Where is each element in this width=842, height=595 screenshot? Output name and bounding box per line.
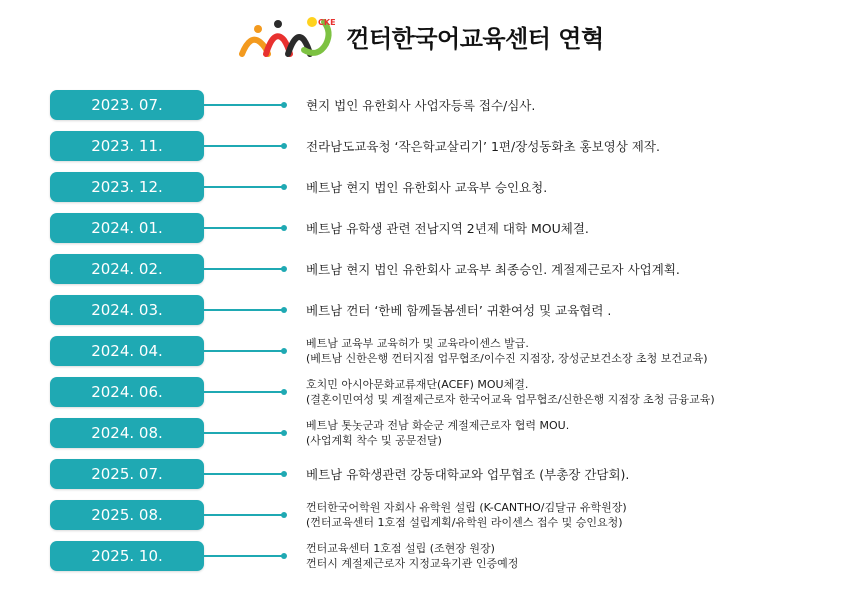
timeline-date-badge: 2025. 10. [50,541,204,571]
timeline-connector-line [204,268,284,270]
timeline-dot-icon [281,512,287,518]
timeline-dot-icon [281,553,287,559]
timeline-row [0,172,842,202]
timeline-description-line: 껀터한국어학원 자회사 유학원 설립 (K-CANTHO/김달규 유학원장) [306,501,627,514]
timeline-row [0,541,842,571]
timeline-connector-line [204,514,284,516]
timeline-connector-line [204,309,284,311]
timeline-dot-icon [281,348,287,354]
timeline-dot-icon [281,307,287,313]
timeline-description [306,541,836,571]
timeline-connector-line [204,432,284,434]
timeline-date-badge: 2023. 12. [50,172,204,202]
timeline-dot-icon [281,102,287,108]
timeline-date-badge: 2024. 03. [50,295,204,325]
timeline-description-line: (결혼이민여성 및 계절제근로자 한국어교육 업무협조/신한은행 지점장 초청 금융교육) [306,393,715,406]
timeline-date-badge: 2024. 06. [50,377,204,407]
timeline-row [0,90,842,120]
timeline-date-badge: 2023. 07. [50,90,204,120]
timeline-connector-line [204,473,284,475]
timeline-dot-icon [281,225,287,231]
timeline-description [306,295,836,325]
timeline-dot-icon [281,184,287,190]
timeline-dot-icon [281,143,287,149]
timeline-date-badge: 2025. 08. [50,500,204,530]
timeline-connector-line [204,555,284,557]
timeline-description [306,459,836,489]
timeline-description-line: 베트남 톳놋군과 전남 화순군 계절제근로자 협력 MOU. [306,419,570,432]
timeline-row [0,377,842,407]
timeline-description [306,336,836,366]
timeline-dot-icon [281,430,287,436]
timeline-description-line: 현지 법인 유한회사 사업자등록 접수/심사. [306,97,536,113]
timeline-description-line: 전라남도교육청 ‘작은학교살리기’ 1편/장성동화초 홍보영상 제작. [306,138,660,154]
timeline-row [0,131,842,161]
page-title: 껀터한국어교육센터 연혁 [346,24,604,53]
timeline-description-line: 껀터시 계절제근로자 지정교육기관 인증예정 [306,557,519,570]
timeline-dot-icon [281,389,287,395]
timeline-connector-line [204,227,284,229]
logo-letter-c: CKE [318,18,336,27]
timeline-date-badge: 2024. 01. [50,213,204,243]
timeline-description-line: (껀터교육센터 1호점 설립계획/유학원 라이센스 접수 및 승인요청) [306,516,623,529]
timeline-connector-line [204,104,284,106]
timeline-date-badge: 2024. 08. [50,418,204,448]
timeline-date-badge: 2023. 11. [50,131,204,161]
timeline-connector-line [204,145,284,147]
timeline-description-line: 베트남 유학생관련 강동대학교와 업무협조 (부총장 간담회). [306,466,630,482]
timeline-description [306,500,836,530]
timeline-row [0,500,842,530]
timeline-connector-line [204,186,284,188]
timeline-description-line: 베트남 현지 법인 유한회사 교육부 최종승인. 계절제근로자 사업계획. [306,261,680,277]
timeline-description [306,213,836,243]
timeline-row [0,336,842,366]
timeline-description-line: 껀터교육센터 1호점 설립 (조현장 원장) [306,542,495,555]
timeline-description [306,90,836,120]
timeline-description [306,377,836,407]
timeline-description [306,172,836,202]
timeline-description-line: (베트남 신한은행 껀터지점 업무협조/이수진 지점장, 장성군보건소장 초청 보건교육) [306,352,708,365]
timeline-description [306,254,836,284]
timeline-date-badge: 2025. 07. [50,459,204,489]
timeline-date-badge: 2024. 04. [50,336,204,366]
timeline-date-badge: 2024. 02. [50,254,204,284]
timeline-description [306,131,836,161]
timeline-connector-line [204,350,284,352]
timeline-row [0,418,842,448]
timeline-row [0,213,842,243]
timeline-description-line: 베트남 현지 법인 유한회사 교육부 승인요청. [306,179,548,195]
timeline-dot-icon [281,471,287,477]
timeline-description-line: 호치민 아시아문화교류재단(ACEF) MOU체결. [306,378,529,391]
timeline-description-line: 베트남 껀터 ‘한베 함께돌봄센터’ 귀환여성 및 교육협력 . [306,302,612,318]
timeline-row [0,295,842,325]
timeline-connector-line [204,391,284,393]
timeline-description-line: (사업계획 착수 및 공문전달) [306,434,442,447]
timeline-description-line: 베트남 교육부 교육허가 및 교육라이센스 발급. [306,337,529,350]
timeline-row [0,459,842,489]
timeline-description-line: 베트남 유학생 관련 전남지역 2년제 대학 MOU체결. [306,220,589,236]
timeline-dot-icon [281,266,287,272]
timeline-description [306,418,836,448]
timeline-row [0,254,842,284]
